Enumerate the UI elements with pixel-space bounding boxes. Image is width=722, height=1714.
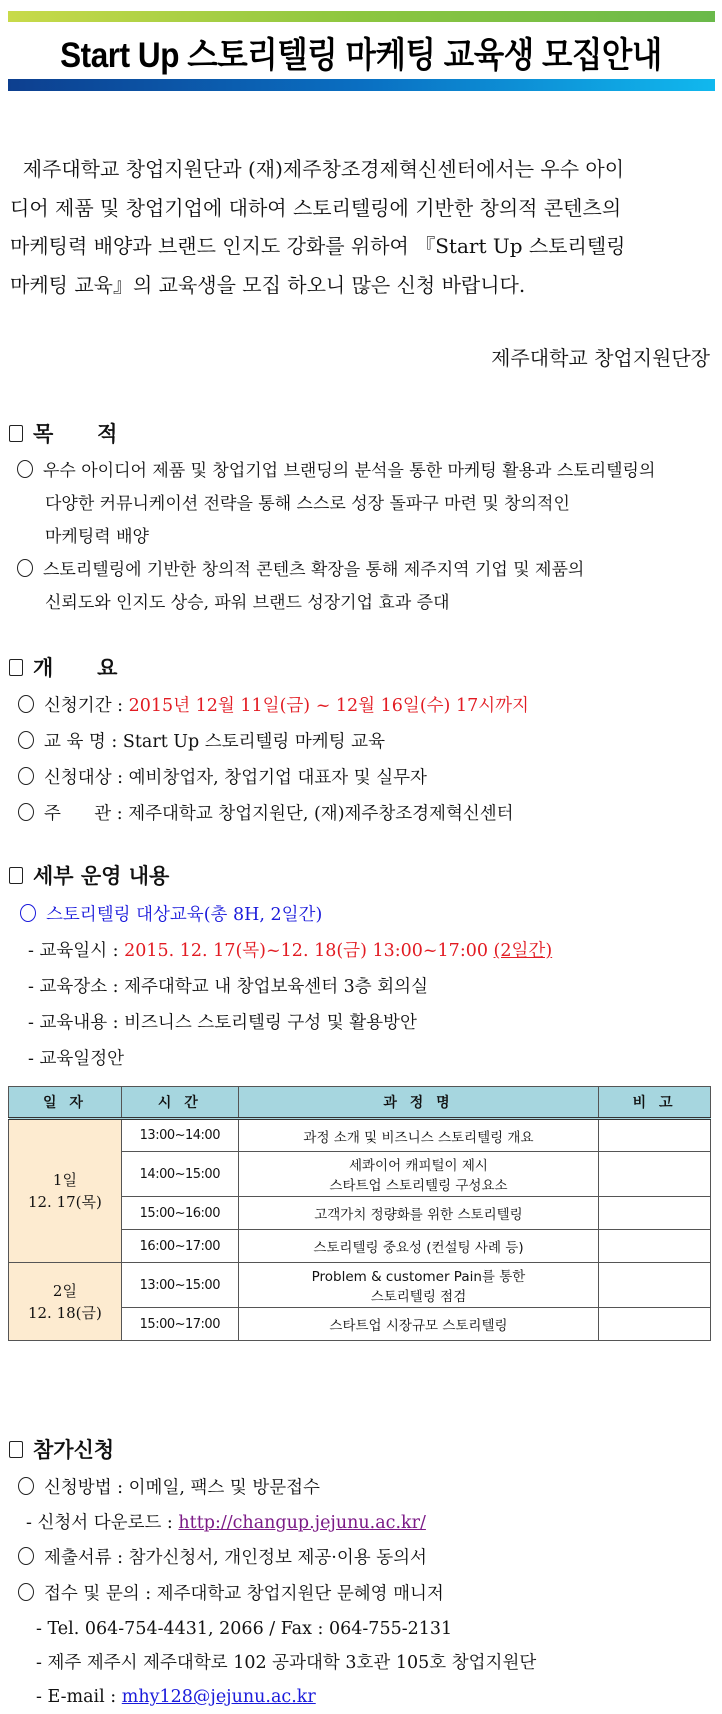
course-cell: 고객가치 정량화를 위한 스토리텔링 bbox=[238, 1197, 598, 1230]
item-label: 주 관 : bbox=[44, 804, 129, 824]
course-line: 스토리텔링 점검 bbox=[370, 1289, 467, 1305]
circle-bullet-icon bbox=[18, 767, 34, 785]
item-label: - 교육일정안 bbox=[28, 1049, 125, 1069]
header-note: 비 고 bbox=[599, 1087, 711, 1119]
item-label: - 교육장소 : bbox=[28, 977, 125, 997]
item-label: 제출서류 : bbox=[44, 1548, 129, 1568]
square-bullet-icon bbox=[9, 1441, 23, 1458]
item-value-extra: (2일간) bbox=[493, 941, 553, 961]
detail-content bbox=[20, 1005, 552, 1041]
item-label: 신청방법 : bbox=[44, 1478, 129, 1498]
course-line: Problem & customer Pain를 통한 bbox=[311, 1269, 526, 1285]
list-item-cont: 신뢰도와 인지도 상승, 파워 브랜드 성장기업 효과 증대 bbox=[45, 593, 450, 613]
circle-bullet-icon bbox=[17, 460, 33, 478]
day-label: 2일 bbox=[52, 1281, 77, 1300]
section-title: 목 적 bbox=[33, 422, 118, 446]
course-cell bbox=[238, 1263, 598, 1308]
day-label: 1일 bbox=[52, 1171, 77, 1189]
program-title-text: 스토리텔링 대상교육(총 8H, 2일간) bbox=[46, 905, 323, 925]
overview-course-name bbox=[18, 724, 529, 760]
page-title: Start Up 스토리텔링 마케팅 교육생 모집안내 bbox=[60, 36, 662, 75]
table-row bbox=[9, 1263, 711, 1308]
contact-email bbox=[18, 1680, 536, 1714]
section-title: 세부 운영 내용 bbox=[33, 864, 170, 888]
intro-paragraph bbox=[10, 150, 712, 304]
intro-line: 마케팅 교육』의 교육생을 모집 하오니 많은 신청 바랍니다. bbox=[10, 272, 526, 297]
course-cell: 과정 소개 및 비즈니스 스토리텔링 개요 bbox=[238, 1119, 598, 1152]
list-item-cont: 마케팅력 배양 bbox=[45, 527, 149, 547]
header-bottom-bar bbox=[8, 79, 715, 91]
intro-line: 마케팅력 배양과 브랜드 인지도 강화를 위하여 『Start Up 스토리텔링 bbox=[10, 234, 626, 258]
day-cell bbox=[9, 1119, 122, 1263]
detail-location bbox=[20, 969, 552, 1005]
header-course: 과 정 명 bbox=[238, 1087, 598, 1119]
course-cell: 스타트업 시장규모 스토리텔링 bbox=[238, 1308, 598, 1341]
square-bullet-icon bbox=[9, 867, 23, 884]
overview-period bbox=[18, 688, 529, 724]
contact-tel: - Tel. 064-754-4431, 2066 / Fax : 064-755-2131 bbox=[36, 1619, 453, 1639]
day-cell bbox=[9, 1263, 122, 1341]
detail-datetime bbox=[20, 933, 552, 969]
program-title bbox=[20, 897, 552, 933]
item-value: 이메일, 팩스 및 방문접수 bbox=[128, 1478, 320, 1498]
note-cell bbox=[599, 1308, 711, 1341]
section-title: 개 요 bbox=[33, 656, 118, 680]
item-label: 접수 및 문의 : bbox=[44, 1584, 157, 1604]
section-apply-heading bbox=[9, 1434, 114, 1464]
overview-target bbox=[18, 760, 529, 796]
header-top-bar bbox=[8, 11, 715, 22]
item-label: - 교육일시 : bbox=[28, 941, 125, 961]
header-date: 일 자 bbox=[9, 1087, 122, 1119]
overview-host bbox=[18, 796, 529, 832]
day-date: 12. 18(금) bbox=[27, 1303, 102, 1322]
item-value: 제주대학교 창업지원단, (재)제주창조경제혁신센터 bbox=[128, 804, 514, 824]
item-label: 신청대상 : bbox=[44, 768, 129, 788]
item-value: 비즈니스 스토리텔링 구성 및 활용방안 bbox=[124, 1013, 417, 1033]
item-value: 제주대학교 내 창업보육센터 3층 회의실 bbox=[124, 977, 428, 997]
purpose-list bbox=[17, 455, 717, 620]
circle-bullet-icon bbox=[18, 1547, 34, 1565]
table-row bbox=[9, 1119, 711, 1152]
course-cell: 스토리텔링 중요성 (컨설팅 사례 등) bbox=[238, 1230, 598, 1263]
circle-bullet-icon bbox=[18, 1477, 34, 1495]
item-value: 2015. 12. 17(목)~12. 18(금) 13:00~17:00 bbox=[124, 941, 494, 961]
item-text: 스토리텔링에 기반한 창의적 콘텐츠 확장을 통해 제주지역 기업 및 제품의 bbox=[43, 560, 585, 580]
signer: 제주대학교 창업지원단장 bbox=[491, 346, 710, 370]
contact-address: - 제주 제주시 제주대학로 102 공과대학 3호관 105호 창업지원단 bbox=[36, 1653, 537, 1673]
list-item bbox=[17, 455, 717, 488]
time-cell: 13:00~15:00 bbox=[121, 1263, 238, 1308]
time-cell: 15:00~17:00 bbox=[121, 1308, 238, 1341]
note-cell bbox=[599, 1197, 711, 1230]
section-title: 참가신청 bbox=[33, 1438, 115, 1462]
section-purpose-heading bbox=[9, 418, 117, 448]
square-bullet-icon bbox=[9, 425, 23, 442]
course-line: 세콰이어 캐피털이 제시 bbox=[348, 1158, 488, 1174]
apply-method bbox=[18, 1470, 536, 1506]
list-item bbox=[17, 554, 717, 587]
note-cell bbox=[599, 1230, 711, 1263]
intro-line: 디어 제품 및 창업기업에 대하여 스토리텔링에 기반한 창의적 콘텐츠의 bbox=[10, 195, 622, 220]
item-value: 예비창업자, 창업기업 대표자 및 실무자 bbox=[128, 768, 427, 788]
item-value: Start Up 스토리텔링 마케팅 교육 bbox=[122, 732, 385, 752]
header-time: 시 간 bbox=[121, 1087, 238, 1119]
time-cell: 15:00~16:00 bbox=[121, 1197, 238, 1230]
note-cell bbox=[599, 1119, 711, 1152]
apply-list bbox=[18, 1470, 536, 1714]
item-label: 신청기간 : bbox=[44, 696, 129, 716]
circle-bullet-icon bbox=[18, 1583, 34, 1601]
item-label: - 신청서 다운로드 : bbox=[26, 1513, 179, 1533]
note-cell bbox=[599, 1263, 711, 1308]
item-value: 2015년 12월 11일(금) ~ 12월 16일(수) 17시까지 bbox=[128, 696, 529, 716]
table-header-row bbox=[9, 1087, 711, 1119]
circle-bullet-icon bbox=[18, 695, 34, 713]
time-cell: 13:00~14:00 bbox=[121, 1119, 238, 1152]
overview-list bbox=[18, 688, 529, 832]
time-cell: 16:00~17:00 bbox=[121, 1230, 238, 1263]
square-bullet-icon bbox=[9, 659, 23, 676]
day-date: 12. 17(목) bbox=[27, 1193, 102, 1211]
item-value: 제주대학교 창업지원단 문혜영 매니저 bbox=[156, 1584, 444, 1604]
time-cell: 14:00~15:00 bbox=[121, 1152, 238, 1197]
note-cell bbox=[599, 1152, 711, 1197]
section-details-heading bbox=[9, 860, 169, 890]
section-overview-heading bbox=[9, 652, 117, 682]
course-cell bbox=[238, 1152, 598, 1197]
details-list bbox=[20, 897, 552, 1077]
schedule-table bbox=[8, 1086, 711, 1341]
detail-schedule-label bbox=[20, 1041, 552, 1077]
apply-download bbox=[18, 1506, 536, 1540]
email-link[interactable]: mhy128@jejunu.ac.kr bbox=[121, 1687, 316, 1707]
circle-bullet-icon bbox=[18, 803, 34, 821]
course-line: 스타트업 스토리텔링 구성요소 bbox=[329, 1178, 508, 1194]
item-label: - E-mail : bbox=[36, 1687, 122, 1707]
download-link[interactable]: http://changup.jejunu.ac.kr/ bbox=[178, 1513, 426, 1533]
apply-docs bbox=[18, 1540, 536, 1576]
apply-contact bbox=[18, 1576, 536, 1612]
circle-bullet-icon bbox=[20, 904, 36, 922]
item-value: 참가신청서, 개인정보 제공·이용 동의서 bbox=[128, 1548, 427, 1568]
intro-line: 제주대학교 창업지원단과 (재)제주창조경제혁신센터에서는 우수 아이 bbox=[10, 157, 625, 181]
circle-bullet-icon bbox=[18, 731, 34, 749]
item-label: 교 육 명 : bbox=[44, 732, 123, 752]
item-text: 우수 아이디어 제품 및 창업기업 브랜딩의 분석을 통한 마케팅 활용과 스토리텔링의 bbox=[43, 461, 656, 481]
item-label: - 교육내용 : bbox=[28, 1013, 125, 1033]
list-item-cont: 다양한 커뮤니케이션 전략을 통해 스스로 성장 돌파구 마련 및 창의적인 bbox=[45, 494, 570, 514]
circle-bullet-icon bbox=[17, 559, 33, 577]
